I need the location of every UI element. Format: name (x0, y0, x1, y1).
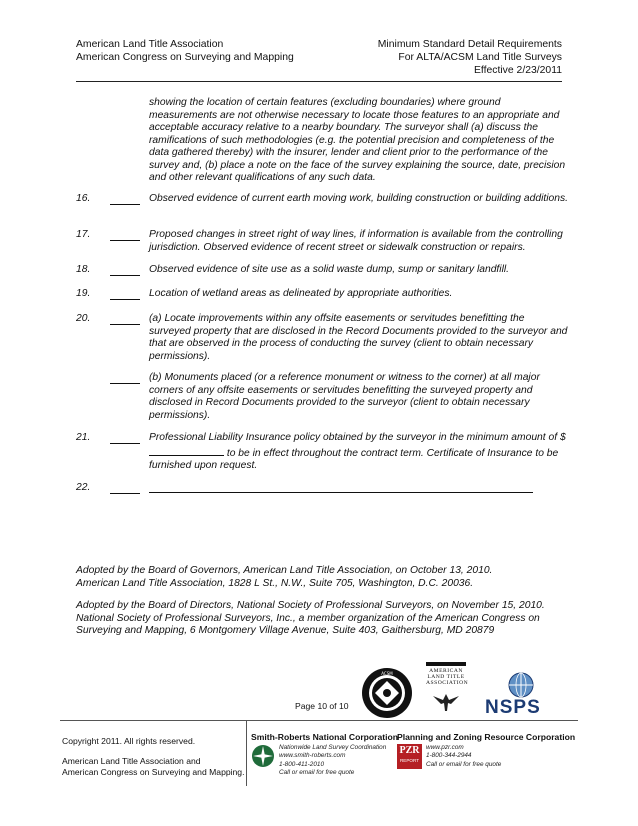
checkbox-blank[interactable] (110, 193, 140, 206)
list-item (76, 432, 568, 473)
amount-blank[interactable] (149, 445, 224, 456)
adoption-nsps (76, 600, 566, 638)
header-doc-subtitle: For ALTA/ACSM Land Title Surveys (398, 52, 562, 64)
item-text (149, 432, 568, 473)
header-left (76, 38, 294, 64)
checkbox-blank[interactable] (110, 264, 140, 277)
alta-logo-text-1: AMERICAN (429, 668, 463, 674)
footer-org-1: American Land Title Association and (62, 756, 201, 766)
header-effective-date: Effective 2/23/2011 (474, 65, 562, 77)
item-text: (b) Monuments placed (or a reference monument or witness to the corner) at all major corners of any offsite easements or servitudes benefitting the surveyed property and disclosed in Record Documents provided to the surveyor (client to obtain necessary permissions). (149, 372, 540, 421)
globe-icon (503, 672, 539, 698)
adoption-alta (76, 565, 566, 590)
item-number: 21. (76, 432, 91, 443)
pzr-phone: 1-800-344-2944 (426, 752, 472, 760)
header-rule (76, 81, 562, 82)
checkbox-blank[interactable] (110, 313, 140, 326)
item-text: Location of wetland areas as delineated by appropriate authorities. (149, 288, 453, 299)
acsm-seal-icon (361, 667, 413, 719)
footer-orgs (62, 756, 244, 778)
list-subitem (110, 372, 568, 422)
list-item (76, 193, 568, 206)
adoption-nsps-line-2: National Society of Professional Surveyors, Inc., a member organization of the American Congress on Surveying and Mapping, 6 Montgomery Village Avenue, Suite 403, Gaithersburg, MD 20879 (76, 612, 540, 636)
footer-copyright: Copyright 2011. All rights reserved. (62, 736, 196, 746)
custom-item-blank[interactable] (149, 482, 533, 493)
smith-roberts-tagline: Nationwide Land Survey Coordination (279, 744, 387, 751)
alta-logo-text-2: LAND TITLE (427, 674, 465, 680)
item-text: Observed evidence of site use as a solid waste dump, sump or sanitary landfill. (149, 264, 509, 275)
item-number: 16. (76, 193, 91, 204)
adoption-alta-line-1: Adopted by the Board of Governors, American Land Title Association, on October 13, 2010. (76, 565, 493, 576)
alta-logo (426, 662, 469, 717)
checkbox-blank[interactable] (110, 229, 140, 242)
adoption-nsps-line-1: Adopted by the Board of Directors, National Society of Professional Surveyors, on November 15, 2010. (76, 600, 545, 611)
item-text-c: to be in effect throughout the contract term. Certificate of Insurance to be furnished upon request. (149, 447, 559, 471)
alta-logo-text-3: ASSOCIATION (426, 680, 469, 686)
item-text-a: Professional Liability Insurance policy obtained by the surveyor in the minimum amount of (149, 432, 558, 443)
item-number: 19. (76, 288, 91, 299)
pzr-details (426, 744, 501, 769)
header-doc-title: Minimum Standard Detail Requirements (377, 39, 562, 50)
checkbox-blank[interactable] (110, 372, 140, 385)
pzr-url[interactable]: www.pzr.com (426, 744, 464, 751)
smith-roberts-phone: 1-800-411-2010 (279, 760, 325, 768)
list-item (76, 264, 568, 277)
header-right (378, 38, 562, 78)
checkbox-blank[interactable] (110, 432, 140, 445)
item-text: Proposed changes in street right of way lines, if information is available from the controlling jurisdiction. Observed evidence of recent street or sidewalk construction or repairs. (149, 229, 563, 253)
page-number: Page 10 of 10 (295, 701, 349, 711)
list-item (76, 313, 568, 363)
footer-org-2: American Congress on Surveying and Mapping. (62, 767, 245, 777)
svg-text:ACSM: ACSM (381, 671, 393, 676)
pzr-name: Planning and Zoning Resource Corporation (397, 732, 576, 742)
item-text (149, 482, 568, 498)
dollar-sign: $ (559, 432, 566, 443)
checkbox-blank[interactable] (110, 288, 140, 301)
item-text: (a) Locate improvements within any offsite easements or servitudes benefitting the surveyed property that are disclosed in the Record Documents provided to the surveyor and that are observed in the process of conducting the survey (client to obtain necessary permissions). (149, 313, 568, 362)
footer-divider (246, 720, 247, 786)
continuation-paragraph: showing the location of certain features (excluding boundaries) where ground measurements are not otherwise necessary to locate those features to an appropriate and acceptable accuracy relative to a nearby boundary. The surveyor shall (a) discuss the ramifications of such methodologies (e.g. the potential precision and completeness of the data gathered thereby) with the insurer, lender and client prior to the performance of the survey and, (b) place a note on the face of the survey explaining the source, date, precision and other relevant qualifications of any such data. (149, 97, 566, 183)
item-number: 18. (76, 264, 91, 275)
alta-logo-bar (426, 662, 466, 666)
smith-roberts-logo-icon (251, 744, 275, 768)
smith-roberts-details (279, 744, 386, 778)
pzr-logo (397, 744, 422, 769)
checkbox-blank[interactable] (110, 482, 140, 495)
pzr-logo-text: PZR (399, 745, 420, 756)
eagle-icon (426, 690, 466, 717)
adoption-alta-line-2: American Land Title Association, 1828 L St., N.W., Suite 705, Washington, D.C. 20036. (76, 577, 474, 589)
footer-rule (60, 720, 578, 721)
header-org-1: American Land Title Association (76, 39, 224, 50)
smith-roberts-cta: Call or email for free quote (279, 769, 355, 777)
list-item (76, 288, 568, 301)
pzr-cta: Call or email for free quote (426, 760, 502, 768)
header-org-2: American Congress on Surveying and Mapping (76, 52, 294, 64)
list-item (76, 482, 568, 498)
nsps-logo-text: NSPS (485, 697, 541, 718)
pzr-logo-sub: REPORT (399, 758, 420, 763)
item-number: 20. (76, 313, 91, 324)
smith-roberts-name: Smith-Roberts National Corporation (251, 732, 399, 742)
smith-roberts-url[interactable]: www.smith-roberts.com (279, 752, 346, 760)
item-text: Observed evidence of current earth moving work, building construction or building additions. (149, 193, 568, 204)
item-number: 22. (76, 482, 91, 493)
list-item (76, 229, 568, 254)
item-number: 17. (76, 229, 91, 240)
